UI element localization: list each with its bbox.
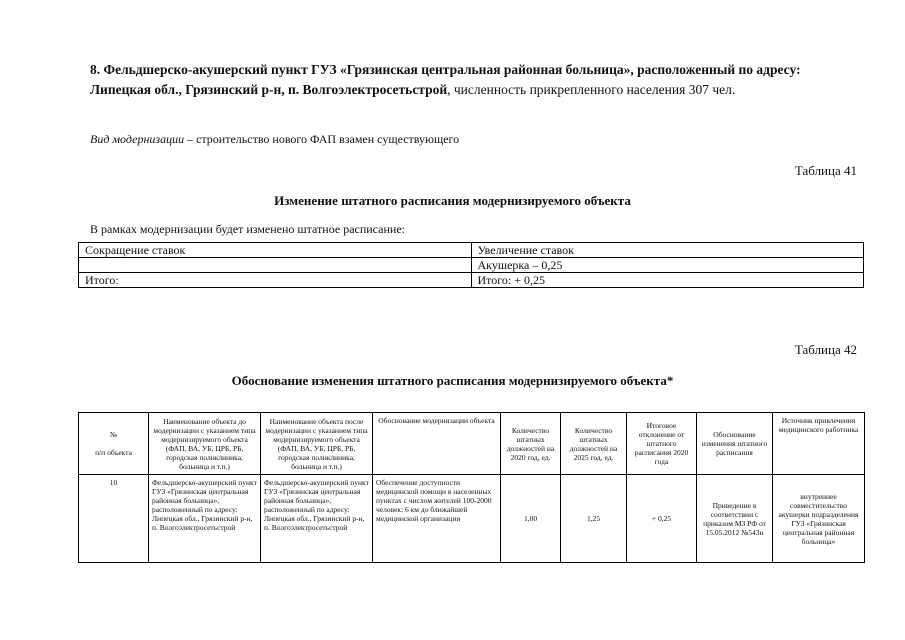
table-cell: Сокращение ставок [79,243,472,258]
table-cell: 10 [79,475,149,563]
modernization-label: Вид модернизации [90,132,185,146]
modernization-text: – строительство нового ФАП взамен существующего [184,132,460,146]
col-header-2020: Количество штатных должностей на 2020 год, ед. [501,413,561,475]
table-cell: Приведение в соответствии с приказом МЗ РФ от 15.05.2012 №543н [697,475,773,563]
table-cell: Фельдшерско-акушерский пункт ГУЗ «Грязинская центральная районная больница», расположенный по адресу: Липецкая обл., Грязинский р-н, п. Волгоэлектросетьстрой [149,475,261,563]
col-header-source: Источник привлечения медицинского работника [773,413,865,475]
table-row [79,273,864,288]
modernization-type [90,132,459,147]
table-cell [79,258,472,273]
table-cell: Итого: + 0,25 [471,273,864,288]
table-cell: Обеспечение доступности медицинской помощи в населенных пунктах с числом жителей 100-2000 человек: 6 км до ближайшей медицинской организации [373,475,501,563]
table-cell: Фельдшерско-акушерский пункт ГУЗ «Грязинская центральная районная больница», расположенный по адресу: Липецкая обл., Грязинский р-н, п. Волгоэлектросетьстрой [261,475,373,563]
table-cell: + 0,25 [627,475,697,563]
table-row [79,258,864,273]
table-cell: 1,25 [561,475,627,563]
col-header-2025: Количество штатных должностей на 2025 год, ед. [561,413,627,475]
table41-intro: В рамках модернизации будет изменено штатное расписание: [90,222,405,236]
col-header-reason: Обоснование изменения штатного расписания [697,413,773,475]
table-cell: Увеличение ставок [471,243,864,258]
col-header-deviation: Итоговое отклонение от штатного расписания 2020 года [627,413,697,475]
justification-table [78,412,865,563]
table41-number: Таблица 41 [794,163,857,178]
section-heading-rest: , численность прикрепленного населения 307 чел. [447,82,736,97]
table41-title: Изменение штатного расписания модернизируемого объекта [274,193,631,208]
col-header-number: № п/п объекта [79,413,149,475]
table-header-row [79,413,865,475]
table-cell: Итого: [79,273,472,288]
table-row [79,475,865,563]
table-cell: внутреннее совместительство акушерки подразделения ГУЗ «Грязинская центральная районная больница» [773,475,865,563]
table-cell: 1,00 [501,475,561,563]
section-heading-bold: 8. Фельдшерско-акушерский пункт ГУЗ «Грязинская центральная районная больница», расположенный по адресу: Липецкая обл., Грязинский р-н, п. Волгоэлектросетьстрой [90,62,801,97]
col-header-justification: Обоснование модернизации объекта [373,413,501,475]
col-header-before: Наименование объекта до модернизации с указанием типа модернизируемого объекта (ФАП, ВА, УБ, ЦРБ, РБ, городская поликлиника, больница и т.п.) [149,413,261,475]
table42-title: Обоснование изменения штатного расписания модернизируемого объекта* [231,373,674,388]
staff-change-table [78,242,864,288]
table42-number: Таблица 42 [794,342,857,357]
section-heading [90,60,850,100]
col-header-after: Наименование объекта после модернизации с указанием типа модернизируемого объекта (ФАП, ВА, УБ, ЦРБ, РБ, городская поликлиника, больница и т.п.) [261,413,373,475]
table-row [79,243,864,258]
table-cell: Акушерка – 0,25 [471,258,864,273]
